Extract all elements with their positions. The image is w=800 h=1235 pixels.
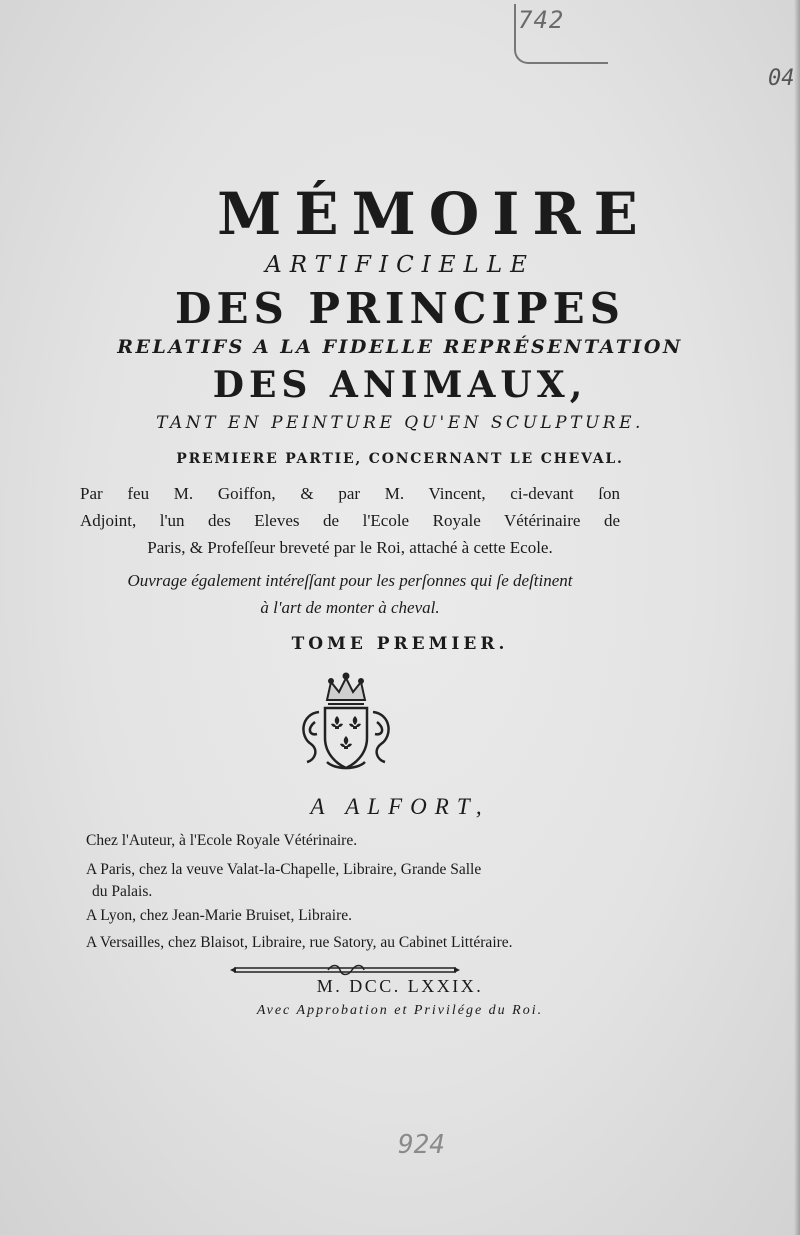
title-des-animaux: DES ANIMAUX, [212, 364, 588, 406]
ouvrage-line-2: à l'art de monter à cheval. [260, 598, 440, 617]
title-memoire: MÉMOIRE [217, 180, 651, 248]
imprint-line-lyon: A Lyon, chez Jean-Marie Bruiset, Libraire. [86, 907, 352, 924]
privilege-line: Avec Approbation et Privilége du Roi. [256, 1003, 544, 1018]
handwritten-margin-mark: 04 [768, 66, 795, 91]
imprint-line-paris-b: du Palais. [92, 883, 153, 900]
imprint-line-paris [86, 859, 606, 903]
title-premiere-partie: PREMIERE PARTIE, CONCERNANT LE CHEVAL. [176, 451, 624, 467]
tome-premier: TOME PREMIER. [291, 634, 509, 654]
imprint-line-paris-a: A Paris, chez la veuve Valat-la-Chapelle, Libraire, Grande Salle [86, 861, 482, 878]
publication-year: M. DCC. LXXIX. [316, 976, 484, 996]
handwritten-bottom-number: 924 [398, 1130, 445, 1160]
ouvrage-line-1: Ouvrage également intéreſſant pour les perſonnes qui ſe deſtinent [127, 571, 573, 590]
imprint-place-alfort: A ALFORT, [310, 794, 490, 819]
title-tant-en-peinture: TANT EN PEINTURE QU'EN SCULPTURE. [156, 413, 644, 433]
title-relatifs: RELATIFS A LA FIDELLE REPRÉSENTATION [117, 336, 683, 358]
handwritten-catalog-number: 742 [518, 6, 565, 34]
authors-line-2: Adjoint, l'un des Eleves de l'Ecole Royale Vétérinaire de [80, 511, 620, 530]
authors-paragraph [80, 480, 620, 561]
royal-arms-fleur-de-lis-icon [297, 672, 395, 776]
authors-line-3: Paris, & Profeſſeur breveté par le Roi, attaché à cette Ecole. [147, 538, 553, 557]
ouvrage-note [80, 567, 620, 621]
title-des-principes: DES PRINCIPES [175, 284, 625, 333]
authors-line-1: Par feu M. Goiffon, & par M. Vincent, ci-devant ſon [80, 484, 620, 503]
title-artificielle: ARTIFICIELLE [265, 252, 535, 278]
imprint-line-auteur: Chez l'Auteur, à l'Ecole Royale Vétérinaire. [86, 832, 358, 849]
imprint-line-versailles: A Versailles, chez Blaisot, Libraire, rue Satory, au Cabinet Littéraire. [86, 934, 513, 951]
